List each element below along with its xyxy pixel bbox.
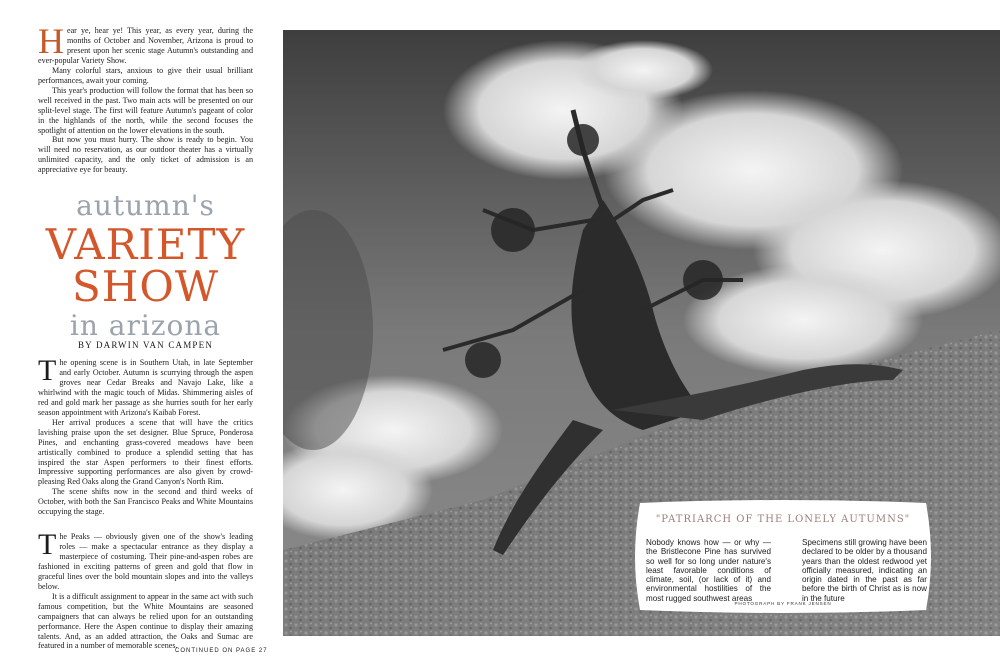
intro-paragraph-3: This year's production will follow the format that has been so well received in the past. Two main acts will be presented on our split-level stage. The first will feature Autumn's pageant of color in the highlands of the north, while the second focuses the spotlight of attention on the lower elevations in the south. [38,85,253,135]
caption-column-1: Nobody knows how — or why — the Bristlecone Pine has survived so well for so long under nature's least favorable conditions of climate, soil, (or lack of it) and environmental hostilities of the most rugged southwest areas [646,538,771,603]
intro-text [38,21,253,175]
intro-column [38,21,253,175]
section-1-paragraph-3: The scene shifts now in the second and third weeks of October, with both the San Francisco Peaks and White Mountains occupying the stage. [38,487,253,517]
section-2-paragraph-2: It is a difficult assignment to appear in the same act with such famous competition, but the White Mountains are seasoned campaigners that can always be relied upon for an outstanding performance. Here the Aspen continue to display their amazing talents. And, as an added attraction, the Oaks and Sumac are featured in a number of memorable scenes. [38,591,253,651]
intro-dropcap: H [38,21,64,61]
section-1-dropcap: T [38,354,57,387]
caption-title: "PATRIARCH OF THE LONELY AUTUMNS" [655,514,911,525]
section-1-paragraph-2: Her arrival produces a scene that will have the critics lavishing praise upon the set designer. Blue Spruce, Ponderosa Pines, and enchanting grass-covered meadows have been artistically combined to produce a splendid setting that has inspired the star Aspen performers to their finest efforts. Impressive supporting performances are also given by crowd-pleasing Red Oaks along the Grand Canyon's North Rim. [38,417,253,487]
photo-caption [630,497,936,616]
intro-paragraph-2: Many colorful stars, anxious to give their usual brilliant performances, await your coming. [38,65,253,85]
intro-paragraph-4: But now you must hurry. The show is ready to begin. You will need no reservation, as our outdoor theater has a virtually unlimited capacity, and the only ticket of admission is an appreciative eye for beauty. [38,135,253,175]
title-line-autumns: autumn's [76,189,215,222]
article-title [38,188,253,344]
section-1-paragraph-1: he opening scene is in Southern Utah, in late September and early October. Autumn is scurrying through the aspen groves near Cedar Breaks and Navajo Lake, like a whirlwind with the magic touch of Midas. Shimmering aisles of red and gold mark her passage as she hurries south for her early season appointment with Arizona's Kaibab Forest. [38,358,253,417]
section-2-paragraph-1: he Peaks — obviously given one of the show's leading roles — make a spectacular entrance as they display a masterpiece of costuming. Their pine-and-aspen robes are fashioned in exciting patterns of green and gold that flow in graceful lines over the bold mountain slopes and into the valleys below. [38,532,253,591]
byline: BY DARWIN VAN CAMPEN [77,340,214,350]
caption-column-2: Specimens still growing have been declared to be older by a thousand years than the oldest redwood yet officially measured, indicating an origin dated in the past as far before the birth of Christ as is now in the future [802,538,927,603]
section-2-dropcap: T [38,528,57,561]
section-1 [38,354,253,517]
photo-credit: PHOTOGRAPH BY FRANK JENSEN [734,601,832,606]
section-2 [38,528,253,651]
title-line-variety: VARIETY [45,220,246,269]
title-line-in-arizona: in arizona [69,309,222,342]
intro-paragraph-1: ear ye, hear ye! This year, as every year, during the months of October and November, Arizona is proud to present upon her scenic stage Autumn's outstanding and ever-popular Variety Show. [38,26,253,65]
title-line-show: SHOW [71,262,219,311]
continued-note: CONTINUED ON PAGE 27 [175,648,268,654]
